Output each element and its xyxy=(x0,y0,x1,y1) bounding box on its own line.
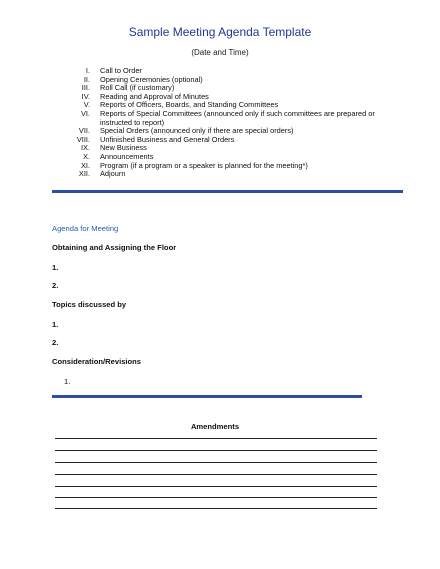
amendment-line[interactable] xyxy=(55,462,377,463)
floor-item-2: 2. xyxy=(52,281,59,290)
agenda-item-text: Adjourn xyxy=(100,169,126,179)
agenda-item-text: Reports of Officers, Boards, and Standing Committees xyxy=(100,100,279,110)
amendment-line[interactable] xyxy=(55,474,377,475)
agenda-item-text: Special Orders (announced only if there are special orders) xyxy=(100,126,294,136)
topics-item-2: 2. xyxy=(52,338,59,347)
agenda-item-text: New Business xyxy=(100,143,147,153)
topics-item-1: 1. xyxy=(52,320,59,329)
agenda-item-number: VI. xyxy=(80,108,90,118)
agenda-item-number: IV. xyxy=(81,91,90,101)
agenda-item-number: II. xyxy=(83,74,90,84)
agenda-item-text: Call to Order xyxy=(100,66,142,75)
floor-item-1: 1. xyxy=(52,263,59,272)
agenda-item-text: Program (if a program or a speaker is planned for the meeting*) xyxy=(100,160,308,170)
agenda-item-text: Roll Call (if customary) xyxy=(100,83,175,93)
agenda-item-number: VIII. xyxy=(76,134,90,144)
agenda-item-number: I. xyxy=(85,66,90,75)
agenda-item-number: IX. xyxy=(80,143,90,153)
date-time-subtitle: (Date and Time) xyxy=(191,48,249,57)
agenda-item-text: Reports of Special Committees (announced only if such committees are prepared or instructed to report) xyxy=(100,108,375,127)
agenda-item-text: Announcements xyxy=(100,151,154,161)
consideration-heading: Consideration/Revisions xyxy=(52,357,142,366)
agenda-item xyxy=(60,170,390,179)
topics-heading: Topics discussed by xyxy=(52,300,127,309)
agenda-section-heading: Agenda for Meeting xyxy=(52,224,119,233)
agenda-item-number: XII. xyxy=(78,169,90,179)
amendment-line[interactable] xyxy=(55,497,377,498)
agenda-item-number: V. xyxy=(83,100,90,110)
agenda-item-number: III. xyxy=(81,83,90,93)
amendment-line[interactable] xyxy=(55,438,377,439)
amendment-line[interactable] xyxy=(55,486,377,487)
middle-divider xyxy=(52,395,362,398)
agenda-item-number: XI. xyxy=(80,160,90,170)
floor-heading: Obtaining and Assigning the Floor xyxy=(52,243,177,252)
agenda-item-number: X. xyxy=(83,151,90,161)
consideration-item-1: 1. xyxy=(64,377,71,386)
amendment-line[interactable] xyxy=(55,450,377,451)
page-title: Sample Meeting Agenda Template xyxy=(128,25,312,39)
top-divider xyxy=(52,190,403,193)
agenda-item-text: Opening Ceremonies (optional) xyxy=(100,74,203,84)
agenda-list xyxy=(60,67,390,179)
amendment-line[interactable] xyxy=(55,508,377,509)
agenda-item-text: Reading and Approval of Minutes xyxy=(100,91,209,101)
agenda-item xyxy=(60,110,390,127)
agenda-item-number: VII. xyxy=(78,126,90,136)
amendments-heading: Amendments xyxy=(190,422,240,431)
agenda-item-text: Unfinished Business and General Orders xyxy=(100,134,235,144)
